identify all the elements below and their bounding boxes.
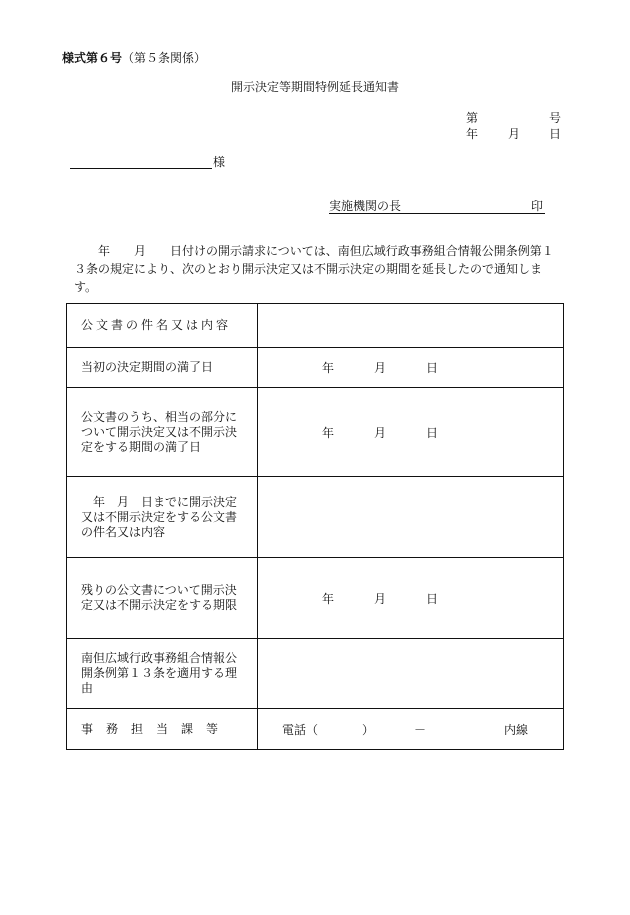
field-document-subject[interactable] xyxy=(258,304,564,348)
date-day: 日 xyxy=(426,361,439,375)
date-year: 年 xyxy=(322,425,335,440)
addressee-blank[interactable] xyxy=(70,168,212,169)
issuer-title: 実施機関の長 xyxy=(329,199,402,213)
issuer-line xyxy=(329,200,545,214)
row-label: 事務担当課等 xyxy=(67,709,258,750)
doc-number-suffix: 号 xyxy=(549,111,562,125)
table-row xyxy=(67,639,564,709)
field-reason[interactable] xyxy=(258,639,564,709)
form-number xyxy=(62,52,206,64)
table-row xyxy=(67,348,564,388)
field-remaining-deadline[interactable] xyxy=(258,558,564,639)
form-article: （第５条関係） xyxy=(122,51,207,65)
seal-mark: 印 xyxy=(531,199,544,213)
doc-date-year: 年 xyxy=(466,127,479,141)
phone-close: ） xyxy=(362,722,375,737)
field-partial-subject[interactable] xyxy=(258,477,564,558)
table-row xyxy=(67,477,564,558)
table-row xyxy=(67,709,564,750)
date-month: 月 xyxy=(374,361,387,375)
field-partial-deadline[interactable] xyxy=(258,388,564,477)
doc-date-month: 月 xyxy=(508,127,521,141)
row-label: 公文書の件名又は内容 xyxy=(67,304,258,348)
row-label: 当初の決定期間の満了日 xyxy=(67,348,258,388)
extension-form-table xyxy=(66,303,564,750)
phone-extension: 内線 xyxy=(504,722,529,737)
table-row xyxy=(67,558,564,639)
date-day: 日 xyxy=(426,591,439,606)
document-title: 開示決定等期間特例延長通知書 xyxy=(230,80,399,94)
date-year: 年 xyxy=(322,361,335,375)
field-initial-deadline[interactable] xyxy=(258,348,564,388)
addressee-honorific: 様 xyxy=(213,155,226,169)
phone-label: 電話（ xyxy=(282,722,319,737)
date-day: 日 xyxy=(426,425,439,440)
phone-dash: － xyxy=(414,722,427,737)
date-month: 月 xyxy=(374,591,387,606)
row-label: 残りの公文書について開示決定又は不開示決定をする期限 xyxy=(67,558,258,639)
row-label: 年 月 日までに開示決定又は不開示決定をする公文書の件名又は内容 xyxy=(67,477,258,558)
date-month: 月 xyxy=(374,425,387,440)
doc-date-day: 日 xyxy=(549,127,562,141)
doc-number-prefix: 第 xyxy=(466,111,479,125)
table-row xyxy=(67,304,564,348)
form-number-label: 様式第６号 xyxy=(62,51,123,65)
date-year: 年 xyxy=(322,591,335,606)
row-label: 公文書のうち、相当の部分について開示決定又は不開示決定をする期間の満了日 xyxy=(67,388,258,477)
field-contact[interactable] xyxy=(258,709,564,750)
body-paragraph: 年 月 日付けの開示請求については、南但広域行政事務組合情報公開条例第１３条の規定により、次のとおり開示決定又は不開示決定の期間を延長したので通知します。 xyxy=(74,244,554,294)
row-label: 南但広域行政事務組合情報公開条例第１３条を適用する理由 xyxy=(67,639,258,709)
table-row xyxy=(67,388,564,477)
